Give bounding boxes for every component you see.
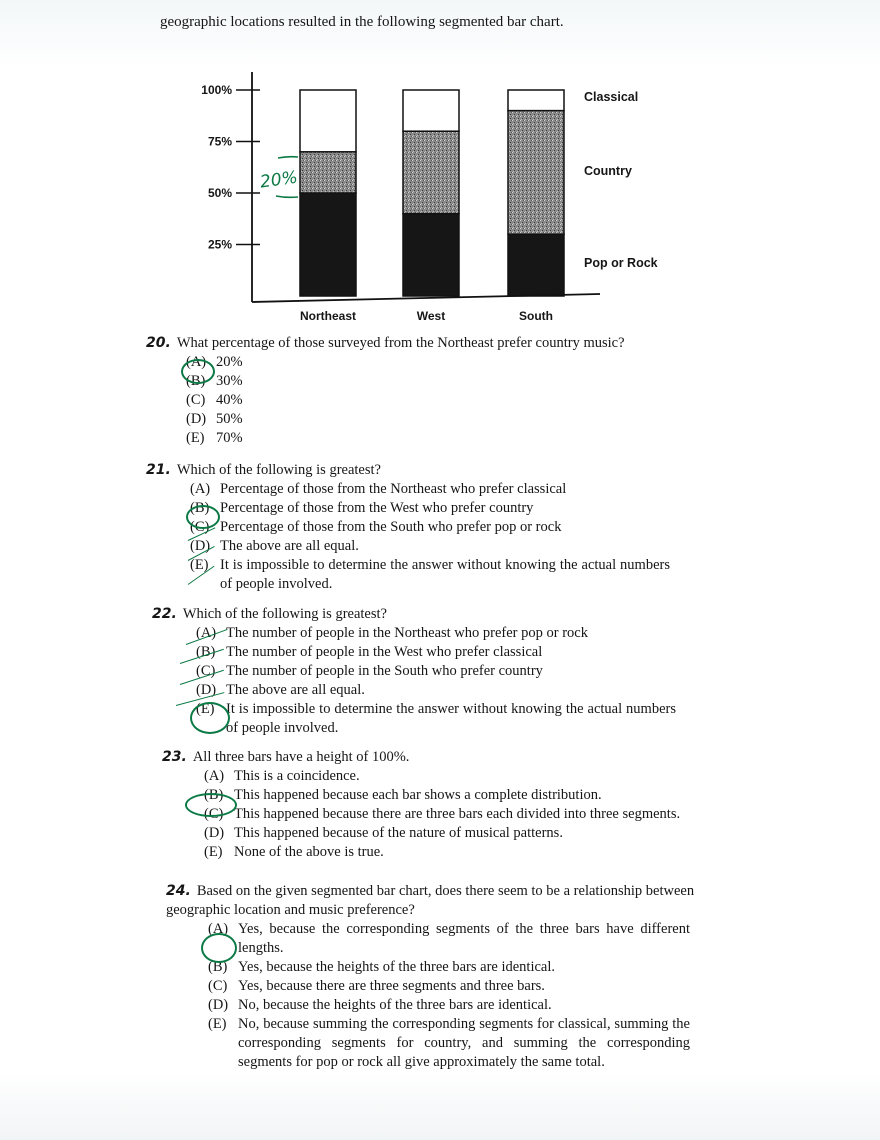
y-tick-label: 50% (207, 186, 232, 200)
question-number: 20. (146, 335, 171, 351)
option-d[interactable]: (D) 50% (186, 411, 243, 427)
bar-segment-south-pop-or-rock (508, 234, 564, 296)
option-c[interactable]: (C) Yes, because there are three segments and three bars. (208, 978, 545, 994)
y-tick-label: 100% (201, 83, 232, 97)
option-e[interactable]: (E) It is impossible to determine the answer without knowing the actual numbers of people involved. (190, 557, 670, 592)
question-20 (146, 334, 625, 448)
question-21 (146, 461, 670, 594)
option-d[interactable]: (D) The above are all equal. (190, 538, 359, 554)
option-b[interactable]: (B) The number of people in the West who prefer classical (196, 644, 543, 660)
handwritten-note: 20% (258, 167, 300, 193)
x-tick-label: West (416, 309, 446, 323)
option-a[interactable]: (A) 20% (186, 354, 243, 370)
bar-segment-northeast-classical (300, 90, 356, 152)
option-e[interactable]: (E) It is impossible to determine the answer without knowing the actual numbers of people involved. (196, 701, 676, 736)
question-text: All three bars have a height of 100%. (192, 749, 410, 765)
bar-segment-south-classical (508, 90, 564, 111)
answer-circle-20a (181, 359, 215, 384)
legend-label: Classical (584, 90, 639, 104)
option-c[interactable]: (C) Percentage of those from the South who prefer pop or rock (190, 519, 562, 535)
answer-circle-24a (201, 933, 237, 963)
question-number: 21. (146, 462, 171, 478)
x-tick-label: South (519, 309, 553, 323)
bar-segment-west-pop-or-rock (403, 214, 459, 296)
answer-circle-22e (190, 702, 230, 734)
option-e[interactable]: (E) No, because summing the corresponding segments for classical, summing the corresponding segments for country, and summing the corresponding segments for pop or rock all give approximately the same total. (208, 1016, 690, 1070)
question-22 (152, 605, 676, 738)
option-a[interactable]: (A) Percentage of those from the Northeast who prefer classical (190, 481, 567, 497)
bar-segment-northeast-country (300, 152, 356, 193)
option-d[interactable]: (D) No, because the heights of the three bars are identical. (208, 997, 552, 1013)
question-text: Which of the following is greatest? (176, 462, 381, 478)
question-24 (166, 882, 696, 1072)
option-d[interactable]: (D) The above are all equal. (196, 682, 365, 698)
option-a[interactable]: (A) This is a coincidence. (204, 768, 360, 784)
question-number: 24. (166, 883, 191, 899)
question-number: 23. (162, 749, 187, 765)
legend-label: Pop or Rock (584, 256, 658, 270)
question-number: 22. (152, 606, 177, 622)
option-c[interactable]: (C) This happened because there are three bars each divided into three segments. (204, 806, 681, 822)
bar-segment-south-country (508, 111, 564, 235)
answer-circle-21b (186, 505, 220, 529)
x-tick-label: Northeast (299, 309, 357, 323)
bar-segment-northeast-pop-or-rock (300, 193, 356, 296)
option-b[interactable]: (B) Percentage of those from the West who prefer country (190, 500, 534, 516)
option-b[interactable]: (B) Yes, because the heights of the three bars are identical. (208, 959, 556, 975)
question-text: Based on the given segmented bar chart, does there seem to be a relationship between geographic location and music preference? (166, 883, 695, 918)
option-e[interactable]: (E) None of the above is true. (204, 844, 384, 860)
y-tick-label: 75% (207, 134, 232, 149)
answer-circle-23b (185, 793, 237, 817)
option-e[interactable]: (E) 70% (186, 430, 243, 446)
bar-segment-west-country (403, 131, 459, 213)
question-text: Which of the following is greatest? (182, 606, 387, 622)
option-c[interactable]: (C) 40% (186, 392, 243, 408)
legend-label: Country (584, 164, 632, 178)
question-23 (162, 748, 684, 862)
intro-text: geographic locations resulted in the following segmented bar chart. (160, 14, 564, 30)
option-a[interactable]: (A) The number of people in the Northeast who prefer pop or rock (196, 625, 588, 641)
option-b[interactable]: (B) 30% (186, 373, 243, 389)
y-tick-label: 25% (207, 237, 232, 252)
option-c[interactable]: (C) The number of people in the South who prefer country (196, 663, 543, 679)
option-d[interactable]: (D) This happened because of the nature of musical patterns. (204, 825, 563, 841)
segmented-bar-chart (0, 0, 880, 340)
bar-segment-west-classical (403, 90, 459, 131)
question-text: What percentage of those surveyed from the Northeast prefer country music? (176, 335, 625, 351)
option-b[interactable]: (B) This happened because each bar shows a complete distribution. (204, 787, 602, 803)
option-a[interactable]: (A) Yes, because the corresponding segments of the three bars have different lengths. (208, 921, 690, 956)
